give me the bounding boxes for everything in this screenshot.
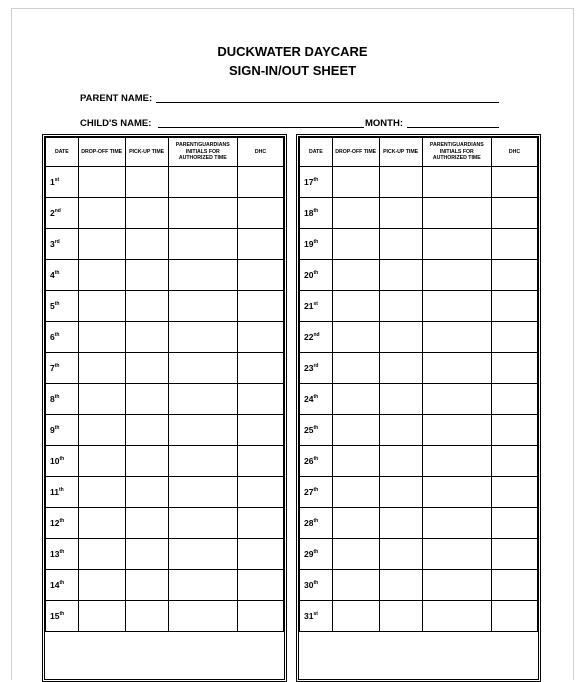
day-cell (46, 291, 79, 322)
drop-off-cell[interactable] (332, 167, 379, 198)
day-suffix: nd (54, 208, 61, 215)
drop-off-cell[interactable] (78, 384, 125, 415)
dhc-cell[interactable] (492, 167, 538, 198)
table-row (46, 260, 284, 291)
day-cell (300, 477, 333, 508)
dhc-cell[interactable] (492, 446, 538, 477)
day-cell (300, 322, 333, 353)
drop-off-cell[interactable] (332, 322, 379, 353)
initials-cell[interactable] (422, 198, 491, 229)
day-cell (46, 167, 79, 198)
drop-off-cell[interactable] (332, 260, 379, 291)
day-cell (300, 167, 333, 198)
document-subtitle: SIGN-IN/OUT SHEET (228, 63, 357, 78)
drop-off-cell[interactable] (78, 601, 125, 632)
dhc-cell[interactable] (238, 229, 284, 260)
initials-cell[interactable] (168, 570, 237, 601)
dhc-cell[interactable] (492, 260, 538, 291)
day-number: 9 (50, 425, 55, 435)
day-suffix: th (54, 301, 60, 308)
parent-name-label: PARENT NAME: (80, 93, 153, 104)
day-number: 23 (304, 363, 314, 373)
day-cell (300, 570, 333, 601)
drop-off-cell[interactable] (78, 508, 125, 539)
dhc-cell[interactable] (238, 539, 284, 570)
day-cell (46, 384, 79, 415)
dhc-cell[interactable] (238, 570, 284, 601)
day-number: 3 (50, 239, 55, 249)
table-row (300, 353, 538, 384)
day-cell (46, 198, 79, 229)
initials-cell[interactable] (168, 415, 237, 446)
col-pick-up: PICK-UP TIME (125, 138, 168, 167)
initials-cell[interactable] (422, 601, 491, 632)
drop-off-cell[interactable] (78, 539, 125, 570)
pick-up-cell[interactable] (125, 353, 168, 384)
dhc-cell[interactable] (238, 167, 284, 198)
pick-up-cell[interactable] (379, 446, 422, 477)
sheet-days-17-31 (296, 134, 541, 682)
day-suffix: th (54, 332, 60, 339)
initials-cell[interactable] (422, 260, 491, 291)
col-dhc: DHC (238, 138, 284, 167)
pick-up-cell[interactable] (379, 291, 422, 322)
day-suffix: th (313, 208, 319, 215)
day-number: 27 (304, 487, 314, 497)
initials-cell[interactable] (168, 477, 237, 508)
drop-off-cell[interactable] (332, 229, 379, 260)
day-cell (300, 601, 333, 632)
drop-off-cell[interactable] (332, 539, 379, 570)
table-row (46, 384, 284, 415)
dhc-cell[interactable] (492, 353, 538, 384)
day-number: 29 (304, 549, 314, 559)
day-suffix: th (54, 363, 60, 370)
day-suffix: st (313, 301, 318, 308)
initials-cell[interactable] (422, 322, 491, 353)
pick-up-cell[interactable] (125, 198, 168, 229)
table-row (300, 322, 538, 353)
drop-off-cell[interactable] (332, 508, 379, 539)
dhc-cell[interactable] (492, 601, 538, 632)
dhc-cell[interactable] (492, 570, 538, 601)
day-number: 21 (304, 301, 314, 311)
drop-off-cell[interactable] (78, 167, 125, 198)
pick-up-cell[interactable] (125, 508, 168, 539)
day-number: 24 (304, 394, 314, 404)
day-number: 25 (304, 425, 314, 435)
pick-up-cell[interactable] (125, 570, 168, 601)
col-drop-off: DROP-OFF TIME (78, 138, 125, 167)
table-row (46, 322, 284, 353)
pick-up-cell[interactable] (125, 291, 168, 322)
day-number: 18 (304, 208, 314, 218)
pick-up-cell[interactable] (379, 570, 422, 601)
col-date: DATE (46, 138, 79, 167)
dhc-cell[interactable] (238, 601, 284, 632)
drop-off-cell[interactable] (78, 198, 125, 229)
pick-up-cell[interactable] (379, 601, 422, 632)
day-number: 26 (304, 456, 314, 466)
dhc-cell[interactable] (238, 260, 284, 291)
drop-off-cell[interactable] (332, 353, 379, 384)
col-dhc: DHC (492, 138, 538, 167)
initials-cell[interactable] (422, 570, 491, 601)
pick-up-cell[interactable] (125, 601, 168, 632)
day-number: 17 (304, 177, 314, 187)
pick-up-cell[interactable] (379, 167, 422, 198)
dhc-cell[interactable] (492, 229, 538, 260)
table-row (300, 508, 538, 539)
initials-cell[interactable] (168, 229, 237, 260)
parent-name-line[interactable] (156, 102, 499, 103)
initials-cell[interactable] (168, 198, 237, 229)
day-cell (46, 260, 79, 291)
day-cell (46, 570, 79, 601)
pick-up-cell[interactable] (125, 384, 168, 415)
day-number: 7 (50, 363, 55, 373)
day-suffix: th (313, 425, 319, 432)
table-row (300, 229, 538, 260)
day-suffix: th (59, 549, 65, 556)
day-cell (300, 353, 333, 384)
initials-cell[interactable] (168, 384, 237, 415)
table-row (300, 167, 538, 198)
day-suffix: th (59, 518, 65, 525)
drop-off-cell[interactable] (78, 260, 125, 291)
drop-off-cell[interactable] (332, 477, 379, 508)
initials-cell[interactable] (422, 353, 491, 384)
day-number: 14 (50, 580, 60, 590)
day-suffix: rd (313, 363, 319, 370)
drop-off-cell[interactable] (332, 570, 379, 601)
day-number: 30 (304, 580, 314, 590)
day-number: 31 (304, 611, 314, 621)
day-number: 15 (50, 611, 60, 621)
day-suffix: th (59, 456, 65, 463)
dhc-cell[interactable] (492, 508, 538, 539)
day-suffix: th (313, 270, 319, 277)
day-suffix: th (59, 580, 65, 587)
pick-up-cell[interactable] (379, 384, 422, 415)
table-row (300, 415, 538, 446)
pick-up-cell[interactable] (379, 322, 422, 353)
child-name-label: CHILD'S NAME: (80, 118, 152, 129)
day-cell (46, 539, 79, 570)
table-row (46, 539, 284, 570)
dhc-cell[interactable] (492, 322, 538, 353)
initials-cell[interactable] (422, 477, 491, 508)
day-cell (46, 353, 79, 384)
initials-cell[interactable] (422, 539, 491, 570)
drop-off-cell[interactable] (78, 477, 125, 508)
pick-up-cell[interactable] (125, 167, 168, 198)
pick-up-cell[interactable] (125, 446, 168, 477)
table-row (300, 446, 538, 477)
day-number: 6 (50, 332, 55, 342)
pick-up-cell[interactable] (125, 415, 168, 446)
table-row (46, 601, 284, 632)
initials-cell[interactable] (168, 353, 237, 384)
table-row (300, 198, 538, 229)
header-row (46, 138, 284, 167)
pick-up-cell[interactable] (379, 260, 422, 291)
drop-off-cell[interactable] (78, 291, 125, 322)
day-cell (300, 508, 333, 539)
drop-off-cell[interactable] (78, 415, 125, 446)
day-suffix: th (313, 456, 319, 463)
day-cell (300, 291, 333, 322)
day-suffix: th (313, 394, 319, 401)
pick-up-cell[interactable] (379, 353, 422, 384)
pick-up-cell[interactable] (379, 477, 422, 508)
day-cell (300, 415, 333, 446)
initials-cell[interactable] (422, 508, 491, 539)
dhc-cell[interactable] (238, 415, 284, 446)
drop-off-cell[interactable] (78, 322, 125, 353)
pick-up-cell[interactable] (125, 229, 168, 260)
col-initials: PARENT/GUARDIANS INITIALS FOR AUTHORIZED TIME (168, 138, 237, 167)
dhc-cell[interactable] (238, 508, 284, 539)
day-suffix: th (59, 487, 64, 494)
day-suffix: rd (54, 239, 60, 246)
initials-cell[interactable] (168, 508, 237, 539)
dhc-cell[interactable] (492, 291, 538, 322)
dhc-cell[interactable] (238, 446, 284, 477)
day-cell (46, 601, 79, 632)
table-row (300, 601, 538, 632)
dhc-cell[interactable] (238, 322, 284, 353)
table-row (46, 198, 284, 229)
day-cell (300, 446, 333, 477)
drop-off-cell[interactable] (78, 229, 125, 260)
table-row (46, 508, 284, 539)
dhc-cell[interactable] (492, 198, 538, 229)
day-cell (300, 384, 333, 415)
col-drop-off: DROP-OFF TIME (332, 138, 379, 167)
table-row (300, 291, 538, 322)
drop-off-cell[interactable] (332, 291, 379, 322)
day-number: 12 (50, 518, 60, 528)
day-suffix: th (54, 425, 60, 432)
day-cell (300, 229, 333, 260)
initials-cell[interactable] (168, 446, 237, 477)
table-row (46, 570, 284, 601)
dhc-cell[interactable] (238, 198, 284, 229)
day-suffix: th (313, 580, 319, 587)
table-row (300, 539, 538, 570)
pick-up-cell[interactable] (125, 260, 168, 291)
table-row (46, 167, 284, 198)
pick-up-cell[interactable] (125, 477, 168, 508)
day-number: 13 (50, 549, 60, 559)
dhc-cell[interactable] (238, 384, 284, 415)
document-title: DUCKWATER DAYCARE (217, 44, 368, 59)
day-suffix: th (313, 549, 319, 556)
day-suffix: th (313, 177, 319, 184)
day-cell (46, 446, 79, 477)
col-date: DATE (300, 138, 333, 167)
day-number: 11 (50, 487, 59, 497)
day-cell (46, 415, 79, 446)
day-cell (46, 229, 79, 260)
day-number: 5 (50, 301, 55, 311)
day-number: 19 (304, 239, 314, 249)
initials-cell[interactable] (168, 291, 237, 322)
initials-cell[interactable] (422, 167, 491, 198)
dhc-cell[interactable] (238, 477, 284, 508)
day-suffix: th (313, 487, 319, 494)
initials-cell[interactable] (422, 446, 491, 477)
initials-cell[interactable] (422, 291, 491, 322)
pick-up-cell[interactable] (379, 508, 422, 539)
initials-cell[interactable] (168, 322, 237, 353)
day-suffix: st (54, 177, 60, 184)
table-row (300, 477, 538, 508)
day-suffix: th (54, 270, 60, 277)
initials-cell[interactable] (168, 167, 237, 198)
initials-cell[interactable] (422, 415, 491, 446)
month-label: MONTH: (365, 118, 403, 129)
dhc-cell[interactable] (492, 539, 538, 570)
day-cell (46, 508, 79, 539)
day-suffix: th (54, 394, 60, 401)
initials-cell[interactable] (422, 384, 491, 415)
pick-up-cell[interactable] (379, 229, 422, 260)
dhc-cell[interactable] (238, 353, 284, 384)
header-row (300, 138, 538, 167)
child-name-line[interactable] (158, 127, 364, 128)
day-number: 1 (50, 177, 55, 187)
drop-off-cell[interactable] (78, 353, 125, 384)
day-number: 8 (50, 394, 55, 404)
day-suffix: nd (313, 332, 320, 339)
drop-off-cell[interactable] (78, 446, 125, 477)
day-number: 20 (304, 270, 314, 280)
initials-cell[interactable] (168, 260, 237, 291)
left-table (45, 137, 284, 632)
day-number: 10 (50, 456, 60, 466)
drop-off-cell[interactable] (332, 446, 379, 477)
dhc-cell[interactable] (492, 477, 538, 508)
day-suffix: th (313, 518, 319, 525)
pick-up-cell[interactable] (379, 415, 422, 446)
table-row (46, 229, 284, 260)
dhc-cell[interactable] (238, 291, 284, 322)
day-cell (46, 477, 79, 508)
initials-cell[interactable] (168, 601, 237, 632)
drop-off-cell[interactable] (332, 384, 379, 415)
day-cell (300, 198, 333, 229)
pick-up-cell[interactable] (125, 539, 168, 570)
day-suffix: th (59, 611, 65, 618)
day-suffix: th (313, 239, 319, 246)
drop-off-cell[interactable] (78, 570, 125, 601)
table-row (46, 353, 284, 384)
day-number: 28 (304, 518, 314, 528)
pick-up-cell[interactable] (125, 322, 168, 353)
initials-cell[interactable] (422, 229, 491, 260)
drop-off-cell[interactable] (332, 198, 379, 229)
dhc-cell[interactable] (492, 384, 538, 415)
table-row (46, 291, 284, 322)
table-row (300, 570, 538, 601)
drop-off-cell[interactable] (332, 601, 379, 632)
day-cell (300, 260, 333, 291)
right-table (299, 137, 538, 632)
table-row (46, 446, 284, 477)
day-suffix: st (313, 611, 318, 618)
pick-up-cell[interactable] (379, 198, 422, 229)
col-pick-up: PICK-UP TIME (379, 138, 422, 167)
table-row (300, 384, 538, 415)
table-row (46, 477, 284, 508)
day-number: 4 (50, 270, 55, 280)
day-number: 22 (304, 332, 314, 342)
sheet-days-1-15 (42, 134, 287, 682)
day-cell (46, 322, 79, 353)
pick-up-cell[interactable] (379, 539, 422, 570)
table-row (46, 415, 284, 446)
initials-cell[interactable] (168, 539, 237, 570)
drop-off-cell[interactable] (332, 415, 379, 446)
day-cell (300, 539, 333, 570)
day-number: 2 (50, 208, 55, 218)
month-line[interactable] (407, 127, 499, 128)
table-row (300, 260, 538, 291)
col-initials: PARENT/GUARDIANS INITIALS FOR AUTHORIZED TIME (422, 138, 491, 167)
dhc-cell[interactable] (492, 415, 538, 446)
